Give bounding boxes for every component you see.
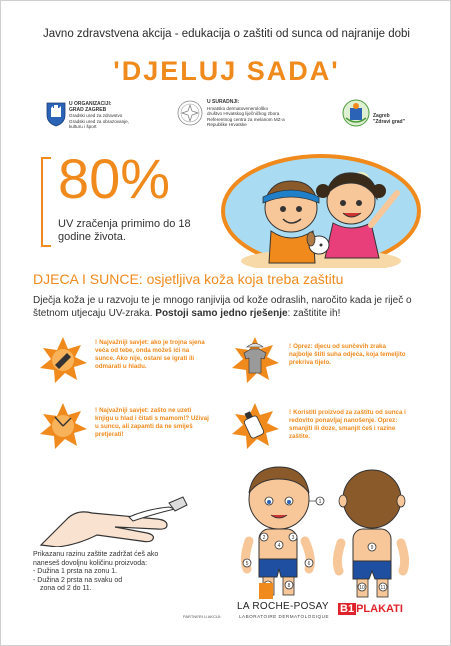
tip-4-text: ! Koristiti proizvod za zaštitu od sunca i redovito ponavljaj nanošenje. Oprez: smanjiti ili doze, smanjit ćeš i razine zaštite. (289, 409, 406, 440)
sun-book-icon (37, 401, 89, 456)
plakati-mark: PLAKATI (356, 603, 403, 615)
dosage-instructions: Prikazanu razinu zaštite zadržat ćeš ako naneseš dovoljnu količinu proizvoda: - Dužina 1 prsta na zonu 1. - Dužina 2 prsta na svaku od zona od 2 do 11. (33, 551, 159, 593)
zone-number: 4 (277, 543, 281, 549)
section-title: DJECA I SUNCE: osjetljiva koža koja treba zaštitu (33, 271, 344, 287)
tip-3-text: ! Najvažniji savjet: zašto ne uzeti knjigu u hlad i čitati s mamom!? Uživaj u suncu, ali zapamti da ne smiješ pretjerati! (95, 407, 209, 438)
stat-bracket (41, 157, 51, 247)
clothing-icon (229, 335, 281, 390)
section-intro: Dječja koža je u razvoju te je mnogo ranjivija od kože odraslih, naročito kada je riječ o štetnom utjecaju UV-zraka. Postoji samo jedno rješenje: zaštitite ih! (33, 295, 412, 319)
zone-number: 5 (245, 561, 249, 567)
healthy-city-logo-icon (341, 98, 371, 133)
b1-mark: B1 (340, 603, 355, 615)
zone-number: 6 (307, 561, 311, 567)
collaboration-block: U SURADNJI: Hrvatsko dermatovenerološko društvo Hrvatskog liječničkog zbora Referentnog centra za melanom MZ-a Republike Hrvatske (207, 99, 285, 128)
zone-number: 3 (291, 535, 295, 541)
la-roche-posay-sub: LABORATOIRE DERMATOLOGIQUE (239, 614, 330, 619)
child-back-diagram (331, 461, 413, 604)
healthy-city-block: Zagreb "Zdravi grad" (373, 113, 405, 125)
stat-text: UV zračenja primimo do 18 godine života. (58, 218, 191, 243)
la-roche-posay-logo-icon (259, 583, 273, 599)
sunscreen-icon (229, 401, 281, 456)
zone-number: 8 (287, 583, 291, 589)
partner-label: PARTNERI U AKCIJI: (183, 614, 222, 619)
campaign-subtitle: Javno zdravstvena akcija - edukacija o zaštiti od sunca od najranije dobi (43, 28, 410, 40)
stat-percent: 80% (58, 147, 171, 210)
dermatology-society-seal-icon (177, 100, 203, 131)
zagreb-crest-icon (45, 101, 67, 132)
zone-number: 1 (318, 499, 322, 505)
sun-shadow-icon (37, 335, 89, 390)
la-roche-posay-brand: LA ROCHE-POSAY (237, 601, 329, 612)
zone-number: 9 (370, 545, 374, 551)
tip-2-text: ! Oprez: djecu od sunčevih zraka najbolje štiti suha odjeća, koja temeljito prekriva tijelo. (289, 343, 406, 366)
zone-number: 10 (359, 585, 365, 591)
child-front-diagram (233, 459, 325, 604)
zone-number: 11 (380, 585, 386, 591)
kids-beach-illustration (221, 153, 421, 273)
zone-number: 2 (262, 535, 266, 541)
b1-plakati-logo (338, 603, 403, 615)
organizer-block: U ORGANIZACIJI: GRAD ZAGREB Gradski ured za zdravstvo Gradski ured za obrazovanje, kulturu i šport (69, 101, 130, 130)
tip-1-text: ! Najvažniji savjet: ako je trojna sjena veća od tebe, onda možeš ići na sunce. Ako nije, ostani se igrati ili odmarati u hladu. (95, 339, 205, 370)
campaign-title: 'DJELUJ SADA' (113, 56, 340, 86)
hand-cream-illustration (37, 479, 192, 552)
